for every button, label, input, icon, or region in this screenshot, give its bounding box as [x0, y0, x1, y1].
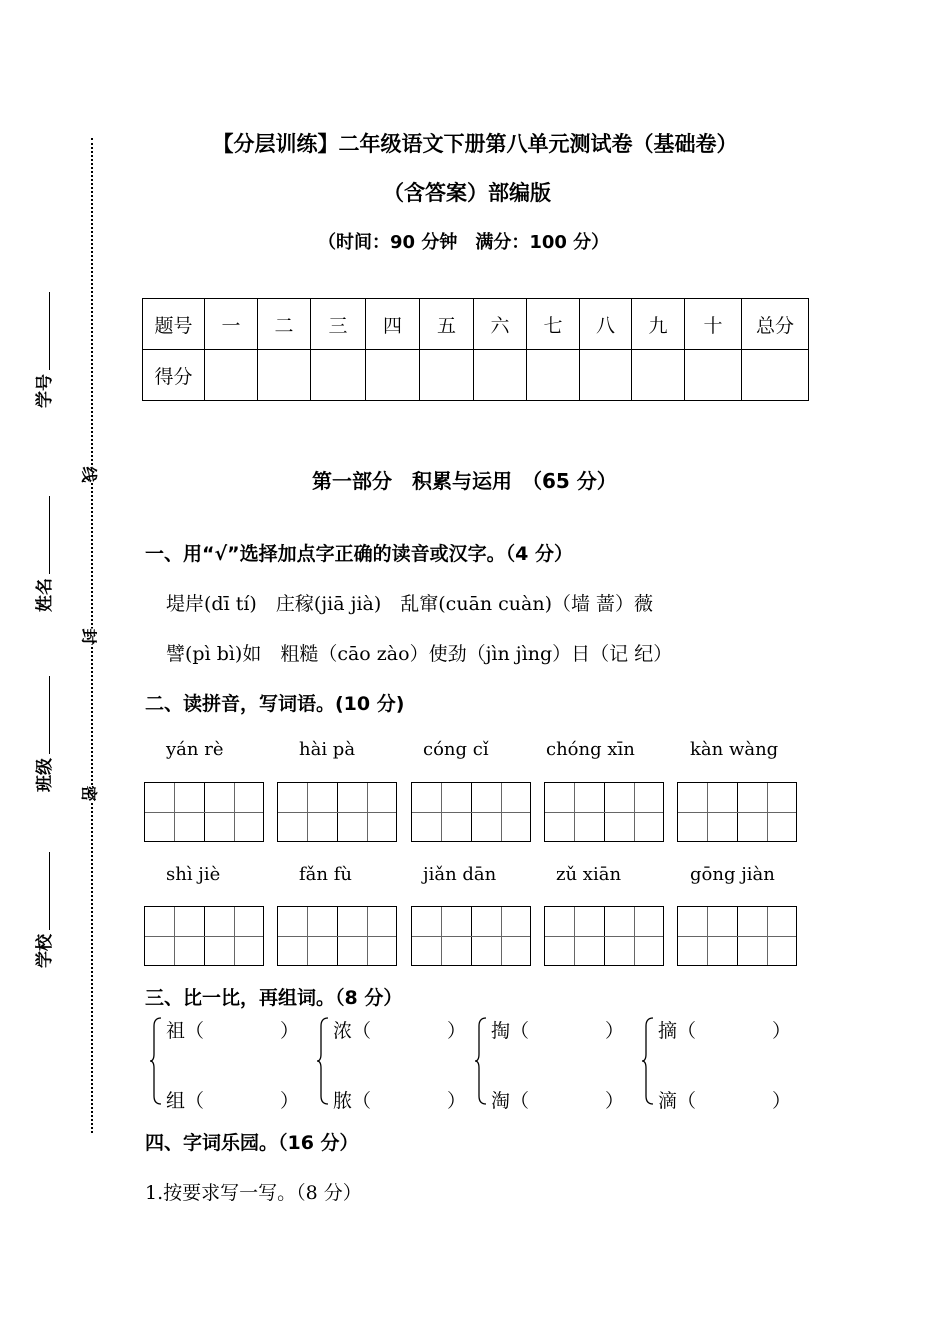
pinyin-label: jiǎn dān: [423, 864, 497, 885]
header-cell: 一: [205, 299, 258, 350]
q4-sub1: 1.按要求写一写。（8 分）: [145, 1182, 362, 1204]
header-cell: 六: [474, 299, 527, 350]
q1-title: 一、用“√”选择加点字正确的读音或汉字。（4 分）: [145, 543, 573, 565]
binding-mark-mi: 密: [79, 785, 102, 801]
pinyin-label: fǎn fù: [299, 864, 352, 885]
writing-grid[interactable]: [277, 906, 397, 966]
writing-grid[interactable]: [677, 782, 797, 842]
header-cell: 题号: [143, 299, 205, 350]
writing-grid[interactable]: [677, 906, 797, 966]
writing-grid[interactable]: [277, 782, 397, 842]
pinyin-label: shì jiè: [166, 864, 221, 885]
pinyin-label: gōng jiàn: [690, 864, 775, 885]
score-table: [142, 298, 809, 401]
class-label: 班级: [35, 758, 55, 792]
compare-word-bottom[interactable]: 组（ ）: [166, 1090, 300, 1112]
score-table-header-row: [143, 299, 809, 350]
time-info: （时间：90 分钟 满分：100 分）: [318, 232, 610, 253]
page-title: 【分层训练】二年级语文下册第八单元测试卷（基础卷）: [212, 132, 738, 156]
compare-pair: [475, 1016, 625, 1111]
score-cell[interactable]: [420, 350, 474, 401]
name-label: 姓名: [35, 578, 55, 612]
writing-grid[interactable]: [544, 782, 664, 842]
writing-grid[interactable]: [544, 906, 664, 966]
score-cell[interactable]: [632, 350, 685, 401]
brace-icon: [150, 1016, 162, 1106]
pinyin-label: cóng cǐ: [423, 739, 489, 760]
school-field[interactable]: [30, 852, 55, 968]
header-cell: 七: [527, 299, 580, 350]
score-cell[interactable]: [742, 350, 809, 401]
header-cell: 九: [632, 299, 685, 350]
q4-title: 四、字词乐园。（16 分）: [145, 1132, 359, 1154]
header-cell: 五: [420, 299, 474, 350]
binding-mark-feng: 封: [79, 628, 102, 644]
score-cell[interactable]: [366, 350, 420, 401]
student-id-field[interactable]: [30, 292, 55, 408]
page-subtitle: （含答案）部编版: [383, 181, 551, 205]
compare-pair: [317, 1016, 467, 1111]
brace-icon: [317, 1016, 329, 1106]
binding-mark-xian: 线: [79, 466, 102, 482]
q3-title: 三、比一比，再组词。（8 分）: [145, 987, 403, 1009]
score-cell[interactable]: [474, 350, 527, 401]
row-label: 得分: [143, 350, 205, 401]
header-cell: 总分: [742, 299, 809, 350]
pinyin-label: kàn wàng: [690, 739, 779, 760]
brace-icon: [642, 1016, 654, 1106]
pinyin-label: yán rè: [166, 739, 224, 760]
writing-grid[interactable]: [411, 906, 531, 966]
compare-pair: [150, 1016, 300, 1111]
compare-word-bottom[interactable]: 滴（ ）: [658, 1090, 792, 1112]
compare-word-bottom[interactable]: 淘（ ）: [491, 1090, 625, 1112]
pinyin-label: zǔ xiān: [556, 864, 622, 885]
compare-word-top[interactable]: 掏（ ）: [491, 1020, 625, 1042]
score-cell[interactable]: [580, 350, 632, 401]
writing-grid[interactable]: [144, 782, 264, 842]
score-table-score-row: [143, 350, 809, 401]
class-field[interactable]: [30, 676, 55, 792]
q2-title: 二、读拼音，写词语。(10 分): [145, 693, 405, 715]
score-cell[interactable]: [527, 350, 580, 401]
writing-grid[interactable]: [411, 782, 531, 842]
part1-title: 第一部分 积累与运用 （65 分）: [312, 469, 617, 493]
compare-word-top[interactable]: 摘（ ）: [658, 1020, 792, 1042]
header-cell: 二: [258, 299, 311, 350]
brace-icon: [475, 1016, 487, 1106]
score-cell[interactable]: [205, 350, 258, 401]
score-cell[interactable]: [685, 350, 742, 401]
q1-line-2: 譬(pì bì)如 粗糙（cāo zào）使劲（jìn jìng）日（记 纪）: [166, 643, 673, 665]
score-cell[interactable]: [258, 350, 311, 401]
score-cell[interactable]: [311, 350, 366, 401]
pinyin-label: hài pà: [299, 739, 356, 760]
compare-word-top[interactable]: 浓（ ）: [333, 1020, 467, 1042]
writing-grid[interactable]: [144, 906, 264, 966]
header-cell: 三: [311, 299, 366, 350]
q1-line-1: 堤岸(dī tí) 庄稼(jiā jià) 乱窜(cuān cuàn)（墙 蔷）薇: [166, 593, 654, 615]
header-cell: 四: [366, 299, 420, 350]
header-cell: 八: [580, 299, 632, 350]
pinyin-label: chóng xīn: [546, 739, 635, 760]
header-cell: 十: [685, 299, 742, 350]
student-id-label: 学号: [35, 374, 55, 408]
compare-word-bottom[interactable]: 脓（ ）: [333, 1090, 467, 1112]
name-field[interactable]: [30, 496, 55, 612]
compare-word-top[interactable]: 祖（ ）: [166, 1020, 300, 1042]
school-label: 学校: [35, 934, 55, 968]
compare-pair: [642, 1016, 792, 1111]
